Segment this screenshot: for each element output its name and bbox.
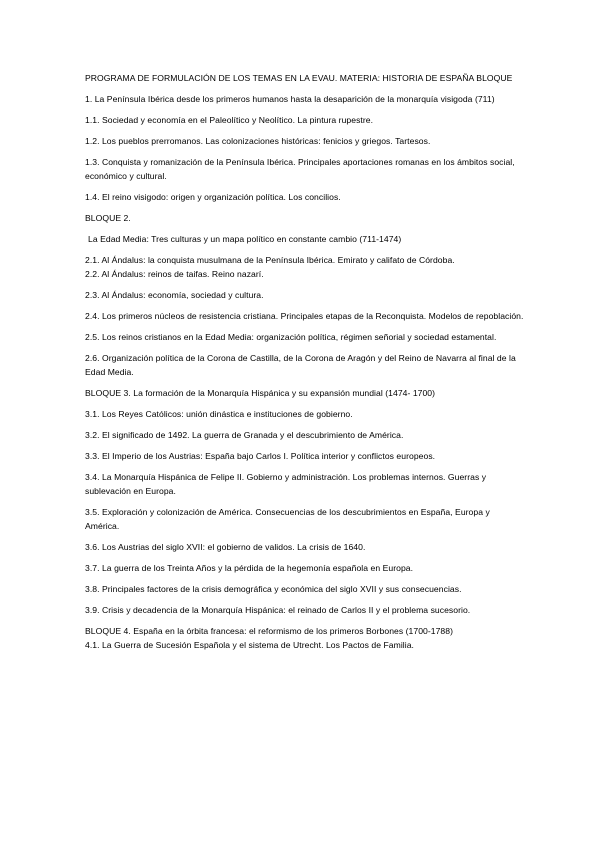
topic-item: 3.9. Crisis y decadencia de la Monarquía Hispánica: el reinado de Carlos II y el problema sucesorio. xyxy=(85,605,471,615)
block-heading: BLOQUE 2. xyxy=(85,213,131,223)
topic-item: 2.5. Los reinos cristianos en la Edad Media: organización política, régimen señorial y sociedad estamental. xyxy=(85,332,497,342)
topic-item: 2.4. Los primeros núcleos de resistencia cristiana. Principales etapas de la Reconquista. Modelos de repoblación. xyxy=(85,311,524,321)
topic-item: 1.4. El reino visigodo: origen y organización política. Los concilios. xyxy=(85,192,341,202)
document-body xyxy=(85,71,525,659)
topic-item: 1.2. Los pueblos prerromanos. Las colonizaciones históricas: fenicios y griegos. Tartesos. xyxy=(85,136,431,146)
topic-item: 2.1. Al Ándalus: la conquista musulmana de la Península Ibérica. Emirato y califato de Córdoba. xyxy=(85,255,455,265)
section-heading: 1. La Península Ibérica desde los primeros humanos hasta la desaparición de la monarquía visigoda (711) xyxy=(85,94,495,104)
topic-item: 3.8. Principales factores de la crisis demográfica y económica del siglo XVII y sus consecuencias. xyxy=(85,584,462,594)
topic-item: 3.5. Exploración y colonización de América. Consecuencias de los descubrimientos en España, Europa y América. xyxy=(85,507,490,531)
topic-item: 3.3. El Imperio de los Austrias: España bajo Carlos I. Política interior y conflictos europeos. xyxy=(85,451,436,461)
topic-item: 4.1. La Guerra de Sucesión Española y el sistema de Utrecht. Los Pactos de Familia. xyxy=(85,640,414,650)
topic-item: 3.4. La Monarquía Hispánica de Felipe II. Gobierno y administración. Los problemas internos. Guerras y sublevación en Europa. xyxy=(85,472,487,496)
block-heading: BLOQUE 4. España en la órbita francesa: el reformismo de los primeros Borbones (1700-1788) xyxy=(85,626,454,636)
section-heading: La Edad Media: Tres culturas y un mapa político en constante cambio (711-1474) xyxy=(88,234,402,244)
topic-item: 1.1. Sociedad y economía en el Paleolítico y Neolítico. La pintura rupestre. xyxy=(85,115,374,125)
topic-item: 3.1. Los Reyes Católicos: unión dinástica e instituciones de gobierno. xyxy=(85,409,353,419)
topic-item: 1.3. Conquista y romanización de la Península Ibérica. Principales aportaciones romanas en los ámbitos social, económico y cultural. xyxy=(85,157,515,181)
document-title: PROGRAMA DE FORMULACIÓN DE LOS TEMAS EN LA EVAU. MATERIA: HISTORIA DE ESPAÑA BLOQUE xyxy=(85,73,513,83)
topic-item: 2.6. Organización política de la Corona de Castilla, de la Corona de Aragón y del Reino de Navarra al final de la Edad Media. xyxy=(85,353,516,377)
topic-item: 3.2. El significado de 1492. La guerra de Granada y el descubrimiento de América. xyxy=(85,430,404,440)
topic-item: 3.7. La guerra de los Treinta Años y la pérdida de la hegemonía española en Europa. xyxy=(85,563,414,573)
block-heading: BLOQUE 3. La formación de la Monarquía Hispánica y su expansión mundial (1474- 1700) xyxy=(85,388,436,398)
topic-item: 2.2. Al Ándalus: reinos de taifas. Reino nazarí. xyxy=(85,269,264,279)
topic-item: 2.3. Al Ándalus: economía, sociedad y cultura. xyxy=(85,290,264,300)
topic-item: 3.6. Los Austrias del siglo XVII: el gobierno de validos. La crisis de 1640. xyxy=(85,542,366,552)
